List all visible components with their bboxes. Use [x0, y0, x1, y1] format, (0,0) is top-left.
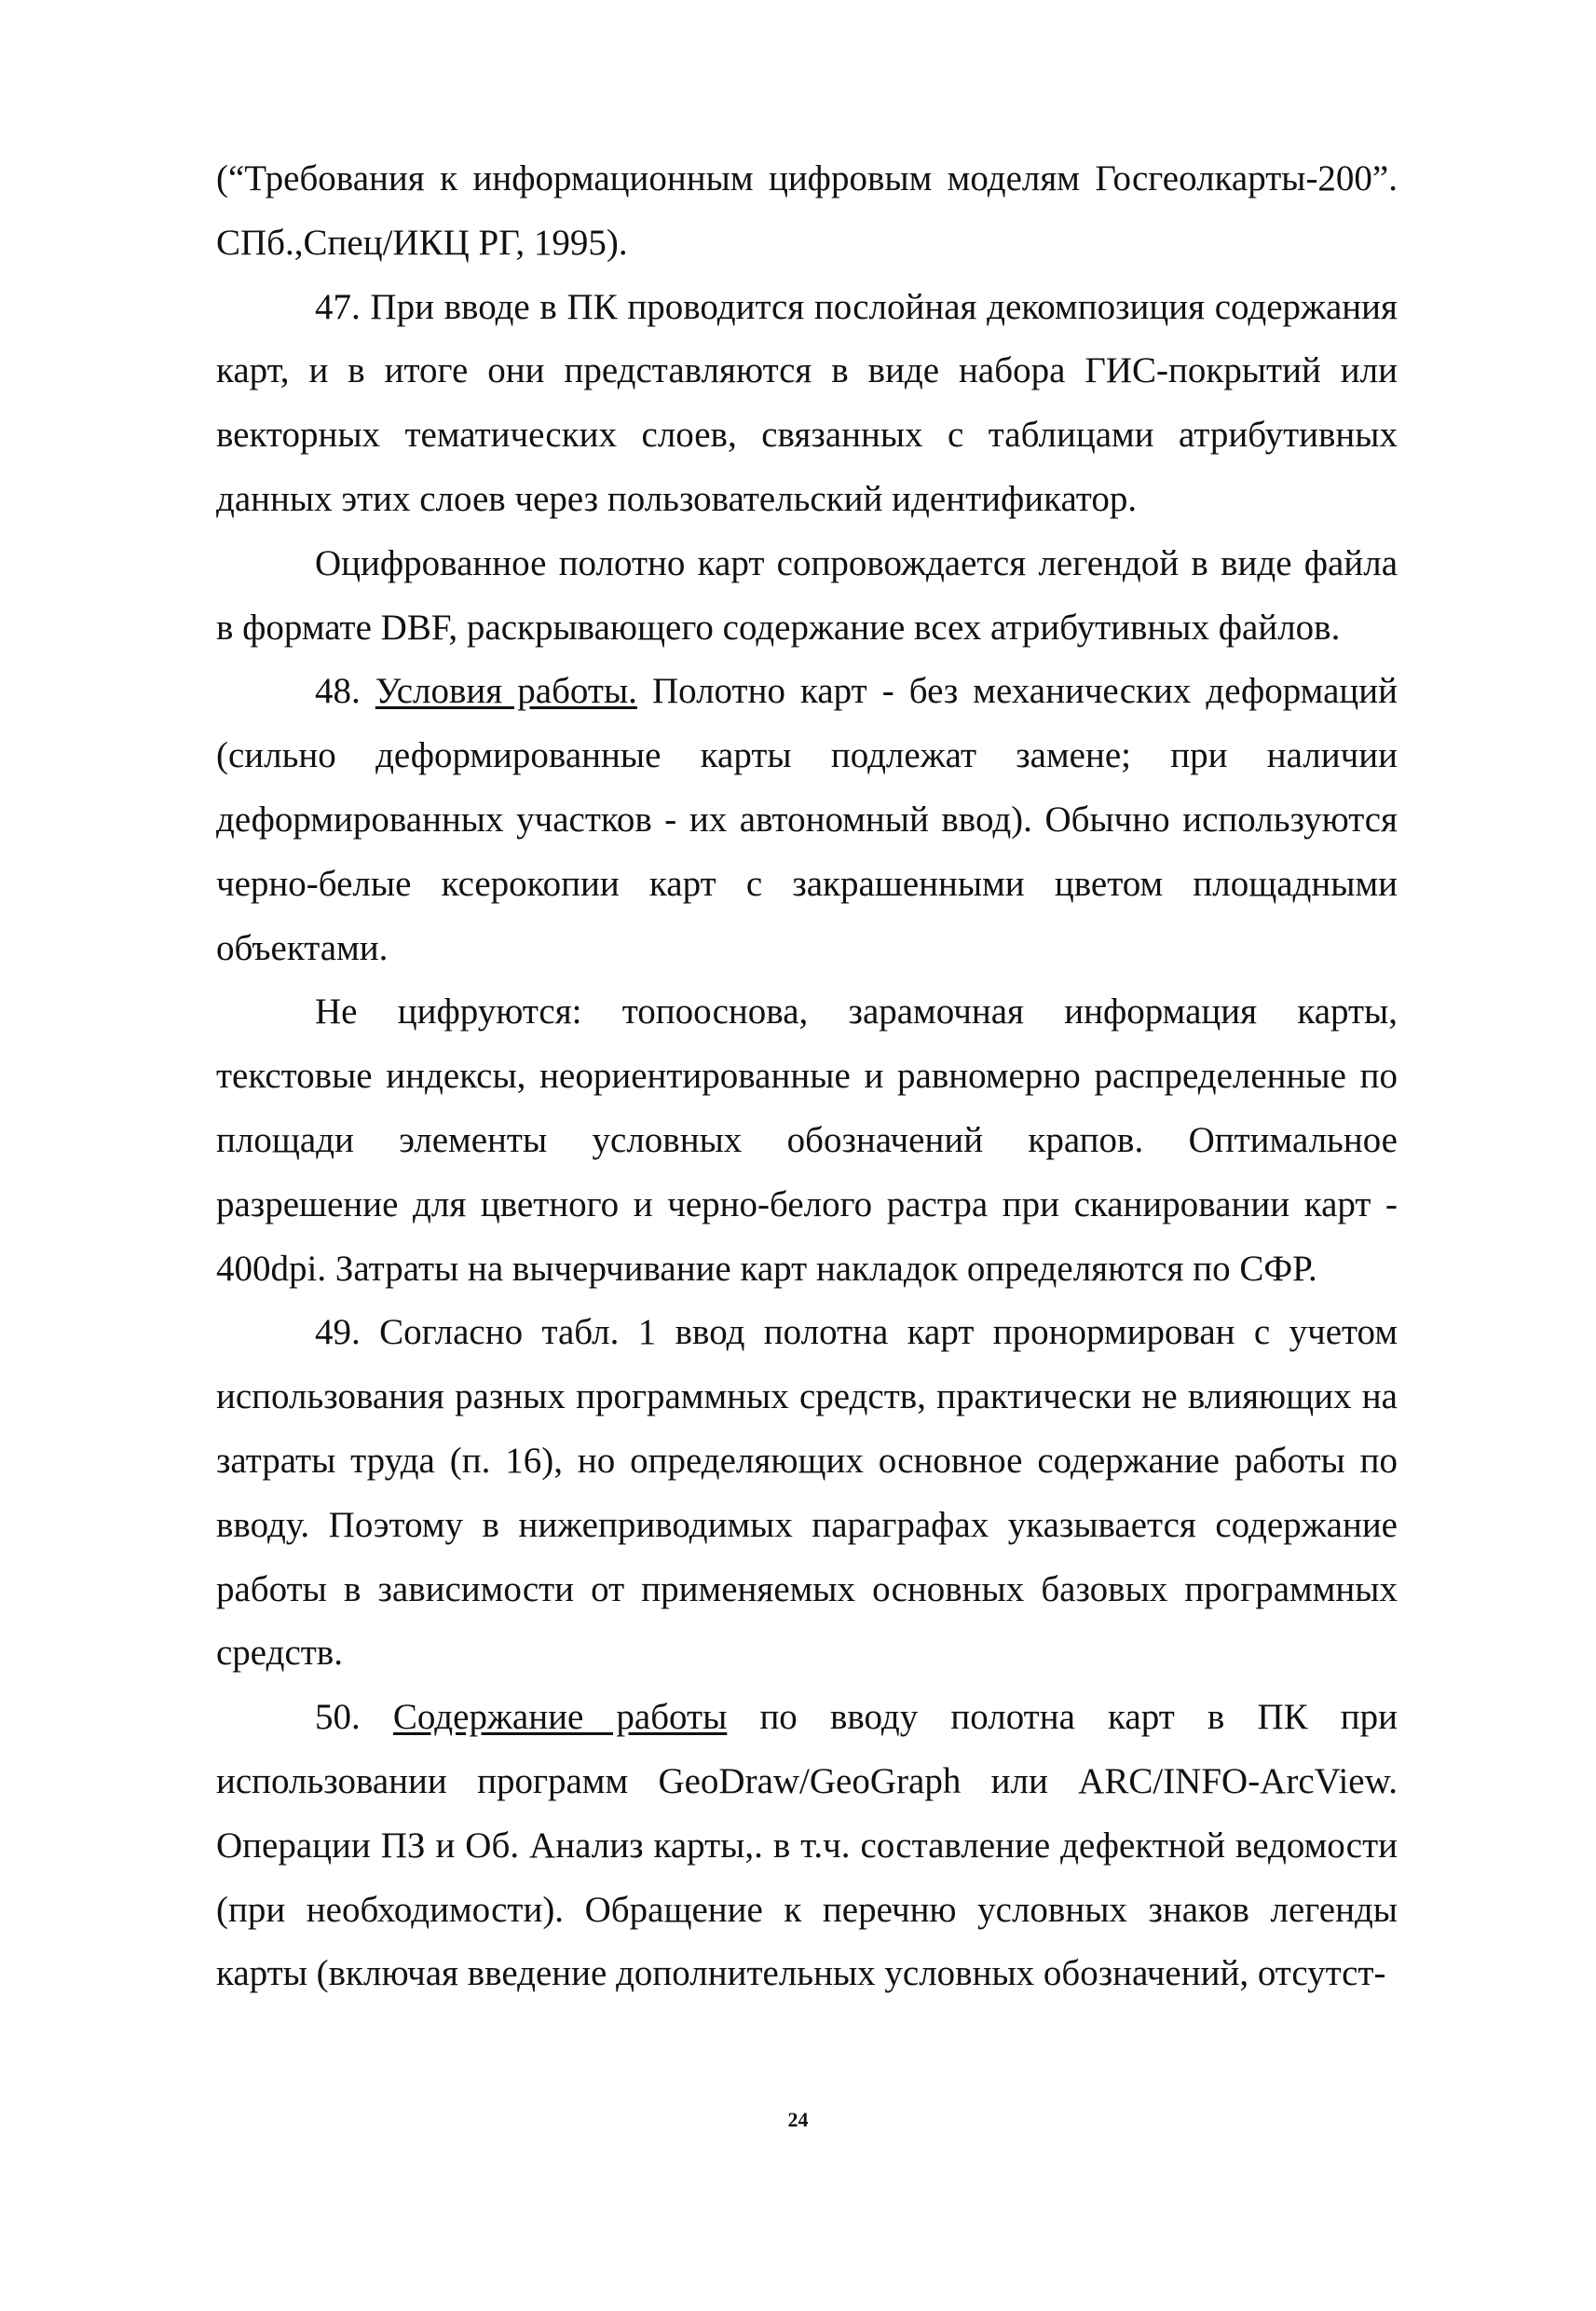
body-text	[216, 147, 1398, 2006]
paragraph-49: 49. Согласно табл. 1 ввод полотна карт пронормирован с учетом использования разных программных средств, практически не влияющих на затраты труда (п. 16), но определяющих основное содержание работы по вводу. Поэтому в нижеприводимых параграфах указывается содержание работы в зависимости от применяемых основных базовых программных средств.	[216, 1312, 1398, 1674]
paragraph-not-digitized: Не цифруются: топооснова, зарамочная информация карты, текстовые индексы, неориентированные и равномерно распределенные по площади элементы условных обозначений крапов. Оптимальное разрешение для цветного и черно-белого растра при сканировании карт - 400dpi. Затраты на вычерчивание карт накладок определяются по СФР.	[216, 991, 1398, 1289]
paragraph-50-body: по вводу полотна карт в ПК при использовании программ GeoDraw/GeoGraph или ARC/INFO-ArcView. Операции ПЗ и Об. Анализ карты,. в т.ч. составление дефектной ведомости (при необходимости). Обращение к перечню условных знаков легенды карты (включая введение дополнительных условных обозначений, отсутст-	[216, 1697, 1398, 1994]
paragraph-48-number: 48.	[315, 671, 375, 712]
paragraph-48-body: Полотно карт - без механических деформаций (сильно деформированные карты подлежат замене; при наличии деформированных участков - их автономный ввод). Обычно используются черно-белые ксерокопии карт с закрашенными цветом площадными объектами.	[216, 671, 1398, 968]
paragraph-47: 47. При вводе в ПК проводится послойная декомпозиция содержания карт, и в итоге они представляются в виде набора ГИС-покрытий или векторных тематических слоев, связанных с таблицами атрибутивных данных этих слоев через пользовательский идентификатор.	[216, 286, 1398, 519]
paragraph-48	[216, 660, 1398, 980]
paragraph-legend: Оцифрованное полотно карт сопровождается легендой в виде файла в формате DBF, раскрывающего содержание всех атрибутивных файлов.	[216, 542, 1398, 648]
paragraph-50-heading: Содержание работы	[392, 1697, 728, 1738]
paragraph-50	[216, 1686, 1398, 2006]
paragraph-50-number: 50.	[315, 1697, 393, 1738]
paragraph-citation: (“Требования к информационным цифровым моделям Госгеолкарты-200”. СПб.,Спец/ИКЦ РГ, 1995).	[216, 158, 1398, 263]
paragraph-48-heading: Условия работы.	[375, 671, 637, 712]
page-number: 24	[787, 2108, 809, 2131]
